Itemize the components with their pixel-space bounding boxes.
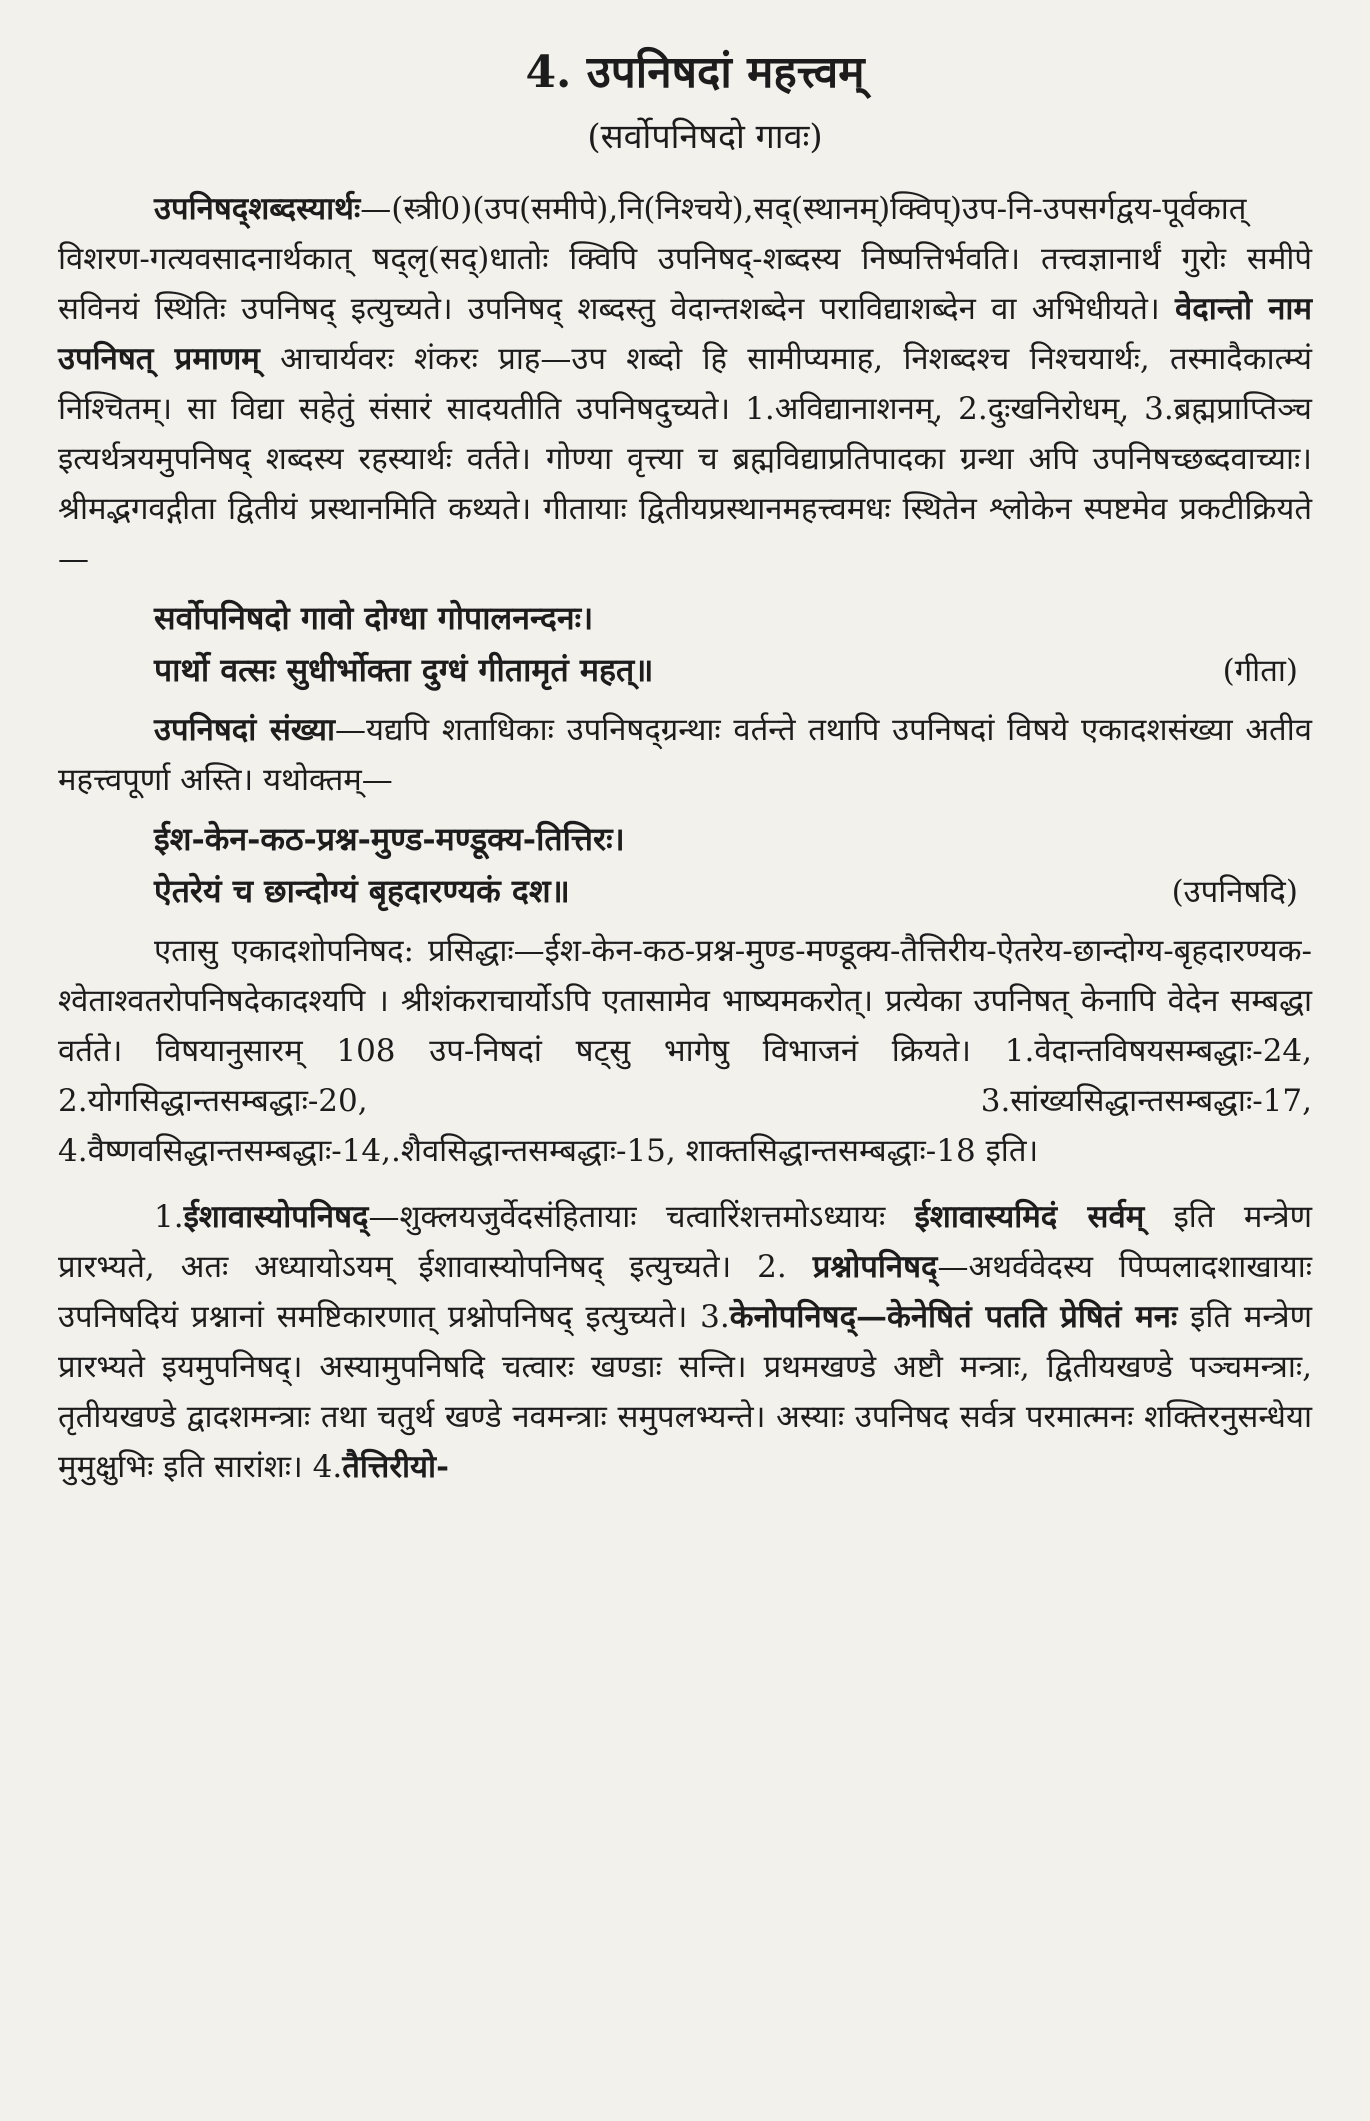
verse-line xyxy=(154,865,1312,918)
term-kena: केनोपनिषद्—केनेषितं पतति प्रेषितं मनः xyxy=(729,1299,1178,1335)
paragraph-meaning xyxy=(58,184,1312,584)
paragraph-individual-upanishads xyxy=(58,1192,1312,1492)
verse-source: (गीता) xyxy=(1222,653,1298,689)
term-prashna: प्रश्नोपनिषद् xyxy=(812,1249,938,1285)
paragraph-text: —यद्यपि शताधिकाः उपनिषद्ग्रन्थाः वर्तन्ते तथापि उपनिषदां विषये एकादशसंख्या अतीव महत्त्वपूर्णा अस्ति। यथोक्तम्— xyxy=(58,712,1312,798)
paragraph-text: आचार्यवरः शंकरः प्राह—उप शब्दो हि सामीप्यमाह, निशब्दश्च निश्चयार्थः, तस्मादैकात्म्यं निश्चितम्। सा विद्या सहेतुं संसारं सादयतीति उपनिषदुच्यते। 1.अविद्यानाशनम्, 2.दुःखनिरोधम्, 3.ब्रह्मप्राप्तिञ्च इत्यर्थत्रयमुपनिषद् शब्दस्य रहस्यार्थः वर्तते। गोण्या वृत्त्या च ब्रह्मविद्याप्रतिपादका ग्रन्था अपि उपनिषच्छब्दवाच्याः। श्रीमद्भगवद्गीता द्वितीयं प्रस्थानमिति कथ्यते। गीतायाः द्वितीयप्रस्थानमहत्त्वमधः स्थितेन श्लोकेन स्पष्टमेव प्रकटीक्रियते— xyxy=(58,341,1312,577)
verse-line xyxy=(154,592,1312,644)
paragraph-text: इति मन्त्रेण प्रारभ्यते इयमुपनिषद्। अस्यामुपनिषदि चत्वारः खण्डाः सन्ति। प्रथमखण्डे अष्टौ मन्त्राः, द्वितीयखण्डे पञ्चमन्त्राः, तृतीयखण्डे द्वादशमन्त्राः तथा चतुर्थ खण्डे नवमन्त्राः समुपलभ्यन्ते। अस्याः उपनिषद सर्वत्र परमात्मनः शक्तिरनुसन्धेया मुमुक्षुभिः इति सारांशः। 4. xyxy=(58,1299,1312,1485)
paragraph-text: —शुक्लयजुर्वेदसंहितायाः चत्वारिंशत्तमोऽध्यायः xyxy=(368,1199,915,1235)
bold-phrase: ईशावास्यमिदं सर्वम् xyxy=(914,1199,1145,1235)
paragraph-text: एतासु एकादशोपनिषद: प्रसिद्धाः—ईश-केन-कठ-प्रश्न-मुण्ड-मण्डूक्य-तैत्तिरीय-ऐतरेय-छान्दोग्य-बृहदारण्यक-श्वेताश्वतरोपनिषदेकादश्यपि । श्रीशंकराचार्योऽपि एतासामेव भाष्यमकरोत्। प्रत्येका उपनिषत् केनापि वेदेन सम्बद्धा वर्तते। विषयानुसारम् 108 उप-निषदां षट्सु भागेषु विभाजनं क्रियते। 1.वेदान्तविषयसम्बद्धाः-24, 2.योगसिद्धान्तसम्बद्धाः-20, 3.सांख्यसिद्धान्तसम्बद्धाः-17, 4.वैष्णवसिद्धान्तसम्बद्धाः-14,.शैवसिद्धान्तसम्बद्धाः-15, शाक्तसिद्धान्तसम्बद्धाः-18 इति। xyxy=(58,933,1312,1169)
paragraph-text: —अथर्ववेदस्य पिप्पलादशाखायाः उपनिषदियं प्रश्नानां समष्टिकारणात् प्रश्नोपनिषद् इत्युच्यते। 3. xyxy=(58,1249,1312,1335)
verse-source: (उपनिषदि) xyxy=(1171,874,1298,910)
term-upanishad-count: उपनिषदां संख्या xyxy=(154,712,336,748)
verse-line xyxy=(154,644,1312,697)
verse-text: सर्वोपनिषदो गावो दोग्धा गोपालनन्दनः। xyxy=(154,599,594,637)
term-upanishad-meaning: उपनिषद्शब्दस्यार्थः xyxy=(154,191,361,227)
verse-text: पार्थो वत्सः सुधीर्भोक्ता दुग्धं गीतामृतं महत्॥ xyxy=(154,651,654,689)
paragraph-count xyxy=(58,705,1312,805)
verse-gita xyxy=(58,592,1312,697)
chapter-subtitle: (सर्वोपनिषदो गावः) xyxy=(587,117,823,157)
bold-phrase: वेदान्तो नाम उपनिषत् प्रमाणम् xyxy=(58,291,1312,377)
paragraph-eleven xyxy=(58,926,1312,1176)
term-taittiriya: तैत्तिरीयो- xyxy=(342,1449,449,1485)
item-number: 1. xyxy=(154,1199,184,1235)
verse-text: ऐतरेयं च छान्दोग्यं बृहदारण्यकं दश॥ xyxy=(154,872,570,910)
term-isha: ईशावास्योपनिषद् xyxy=(183,1199,369,1235)
paragraph-text: —(स्त्री0)(उप(समीपे),नि(निश्चये),सद्(स्थानम्)क्विप्)उप-नि-उपसर्गद्वय-पूर्वकात् विशरण-गत्यवसादनार्थकात् षद्लृ(सद्)धातोः क्विपि उपनिषद्-शब्दस्य निष्पत्तिर्भवति। तत्त्वज्ञानार्थं गुरोः समीपे सविनयं स्थितिः उपनिषद् इत्युच्यते। उपनिषद् शब्दस्तु वेदान्तशब्देन पराविद्याशब्देन वा अभिधीयते। xyxy=(58,191,1312,327)
paragraph-text: इति मन्त्रेण प्रारभ्यते, अतः अध्यायोऽयम् ईशावास्योपनिषद् इत्युच्यते। 2. xyxy=(58,1199,1312,1285)
spacer xyxy=(58,1176,1312,1192)
verse-line xyxy=(154,813,1312,865)
verse-text: ईश-केन-कठ-प्रश्न-मुण्ड-मण्डूक्य-तित्तिरः। xyxy=(154,820,625,858)
chapter-title: 4. उपनिषदां महत्त्वम् xyxy=(525,47,865,98)
verse-upanishad-list xyxy=(58,813,1312,918)
